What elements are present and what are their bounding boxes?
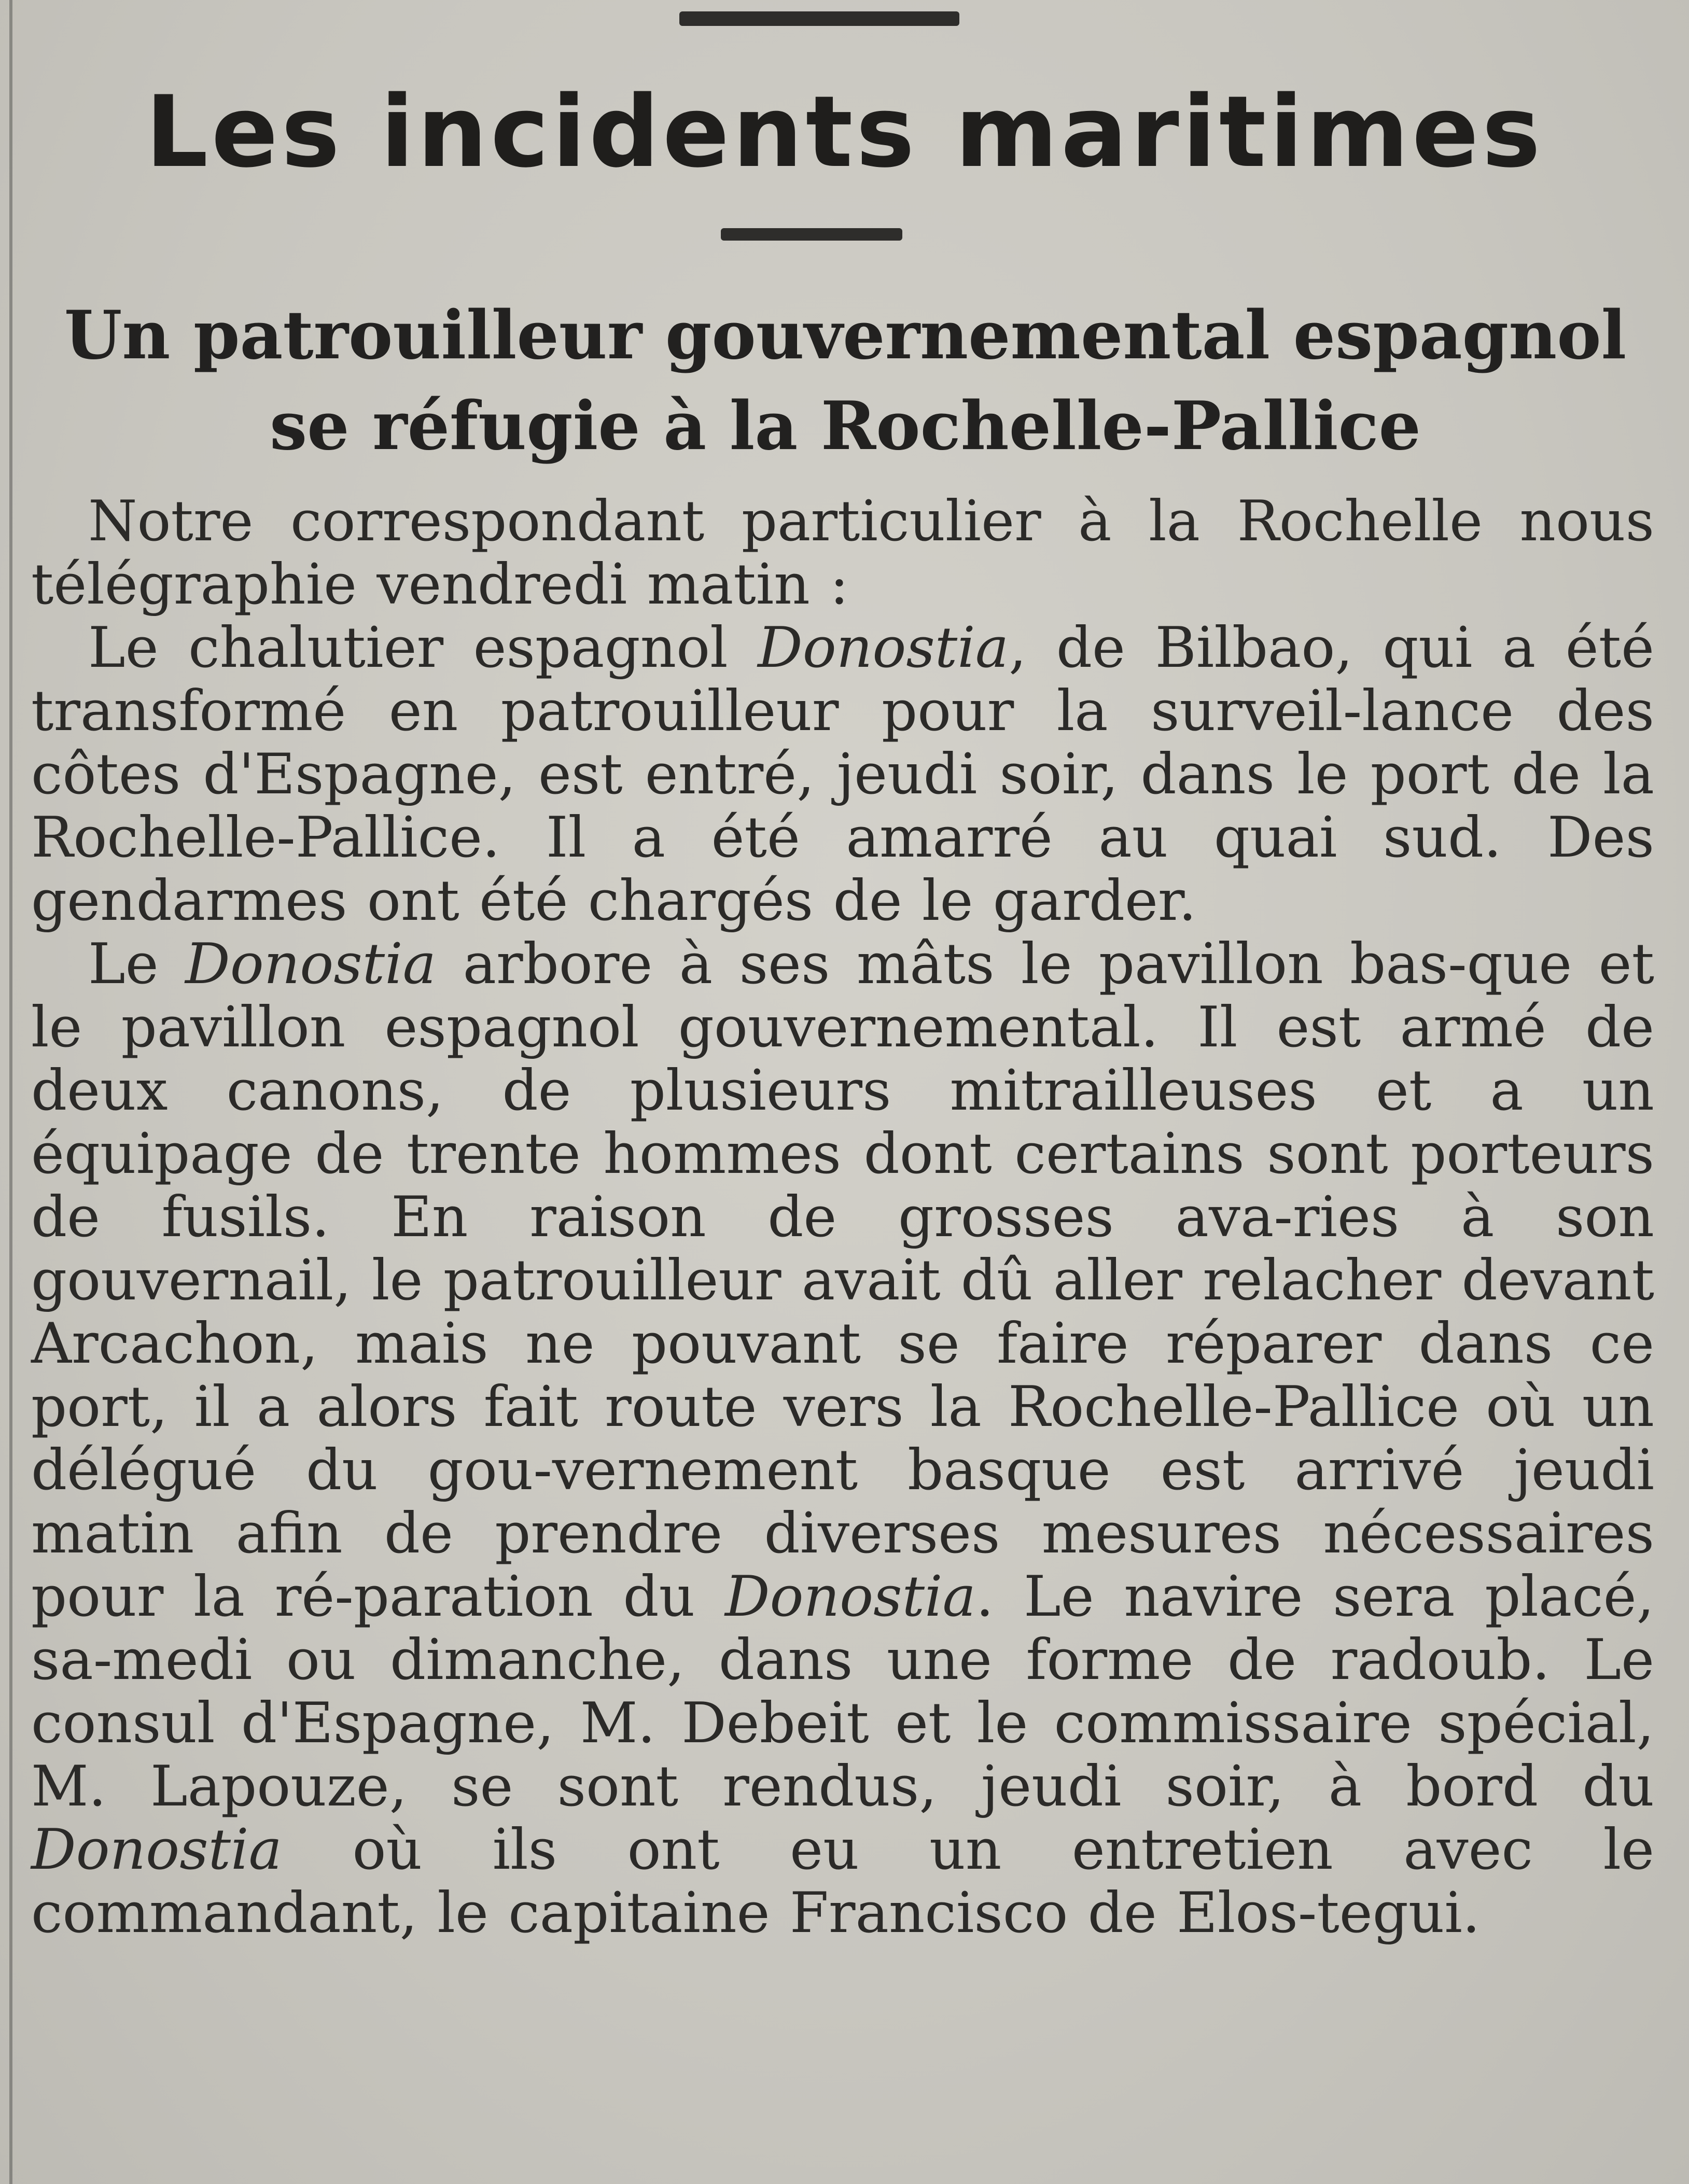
subheadline-line-1: Un patrouilleur gouvernemental espagnol xyxy=(64,297,1627,374)
subheadline xyxy=(41,290,1649,472)
article-paragraph-2 xyxy=(31,617,1654,933)
ship-name: Donostia xyxy=(758,615,1009,680)
ship-name: Donostia xyxy=(724,1564,976,1629)
article-body xyxy=(31,490,1654,1945)
column-rule xyxy=(9,0,12,2184)
subheadline-line-2: se réfugie à la Rochelle-Pallice xyxy=(270,387,1421,465)
top-divider xyxy=(679,11,959,26)
text-run: . Le navire sera placé, sa-medi ou dimanche, dans une forme de radoub. Le consul d'Espagne, M. Debeit et le commissaire spécial, M. Lapouze, se sont rendus, jeudi soir, à bord du xyxy=(31,1564,1654,1819)
text-run: Le xyxy=(88,932,186,997)
ship-name: Donostia xyxy=(185,932,437,997)
article-paragraph-1: Notre correspondant particulier à la Rochelle nous télégraphie vendredi matin : xyxy=(31,489,1654,617)
headline-divider xyxy=(721,228,902,241)
text-run: où ils ont eu un entretien avec le commandant, le capitaine Francisco de Elos-tegui. xyxy=(31,1817,1654,1945)
text-run: , de Bilbao, qui a été transformé en patrouilleur pour la surveil-lance des côtes d'Espagne, est entré, jeudi soir, dans le port de la Rochelle-Pallice. Il a été amarré au quai sud. Des gendarmes ont été chargés de le garder. xyxy=(31,615,1655,933)
headline: Les incidents maritimes xyxy=(145,75,1544,189)
text-run: Le chalutier espagnol xyxy=(88,615,758,680)
article-paragraph-3 xyxy=(31,933,1654,1945)
text-run: arbore à ses mâts le pavillon bas-que et le pavillon espagnol gouvernemental. Il est armé de deux canons, de plusieurs mitrailleuses et a un équipage de trente hommes dont certains sont porteurs de fusils. En raison de grosses ava-ries à son gouvernail, le patrouilleur avait dû aller relacher devant Arcachon, mais ne pouvant se faire réparer dans ce port, il a alors fait route vers la Rochelle-Pallice où un délégué du gou-vernement basque est arrivé jeudi matin afin de prendre diverses mesures nécessaires pour la ré-paration du xyxy=(31,932,1654,1629)
ship-name: Donostia xyxy=(31,1817,282,1882)
